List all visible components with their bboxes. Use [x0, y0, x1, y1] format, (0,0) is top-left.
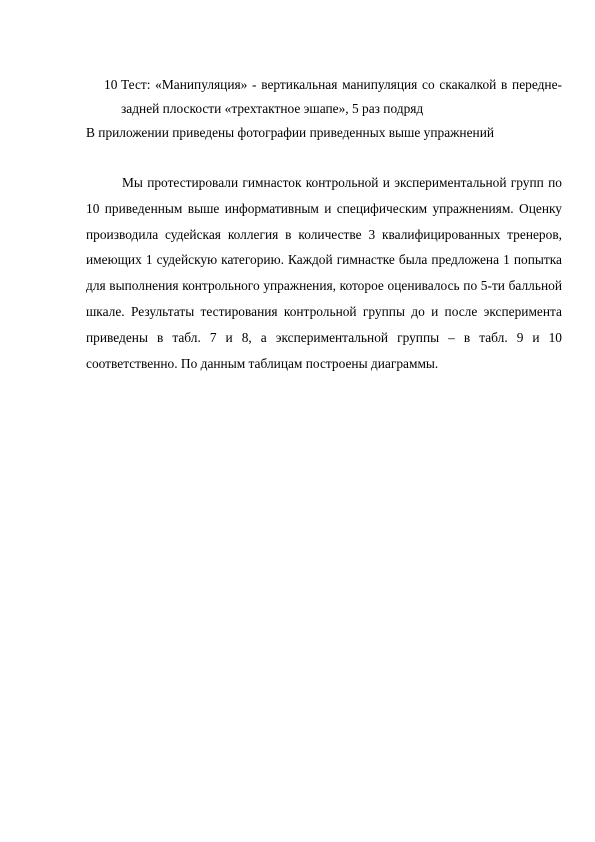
- body-paragraph: Мы протестировали гимнасток контрольной и экспериментальной групп по 10 приведенным выше информативным и специфическим упражнениям. Оценку производила судейская коллегия в количестве 3 квалифицированных тренеров, имеющих 1 судейскую категорию. Каждой гимнастке была предложена 1 попытка для выполнения контрольного упражнения, которое оценивалось по 5-ти балльной шкале. Результаты тестирования контрольной группы до и после эксперимента приведены в табл. 7 и 8, а экспериментальной группы – в табл. 9 и 10 соответственно. По данным таблицам построены диаграммы.: [86, 175, 562, 371]
- appendix-note: В приложении приведены фотографии приведенных выше упражнений: [86, 125, 495, 140]
- list-item-text: Тест: «Манипуляция» - вертикальная манипуляция со скакалкой в передне-задней плоскости «трехтактное эшапе», 5 раз подряд: [121, 77, 562, 116]
- numbered-list-item: [104, 73, 562, 121]
- list-item-number: 10: [104, 77, 118, 92]
